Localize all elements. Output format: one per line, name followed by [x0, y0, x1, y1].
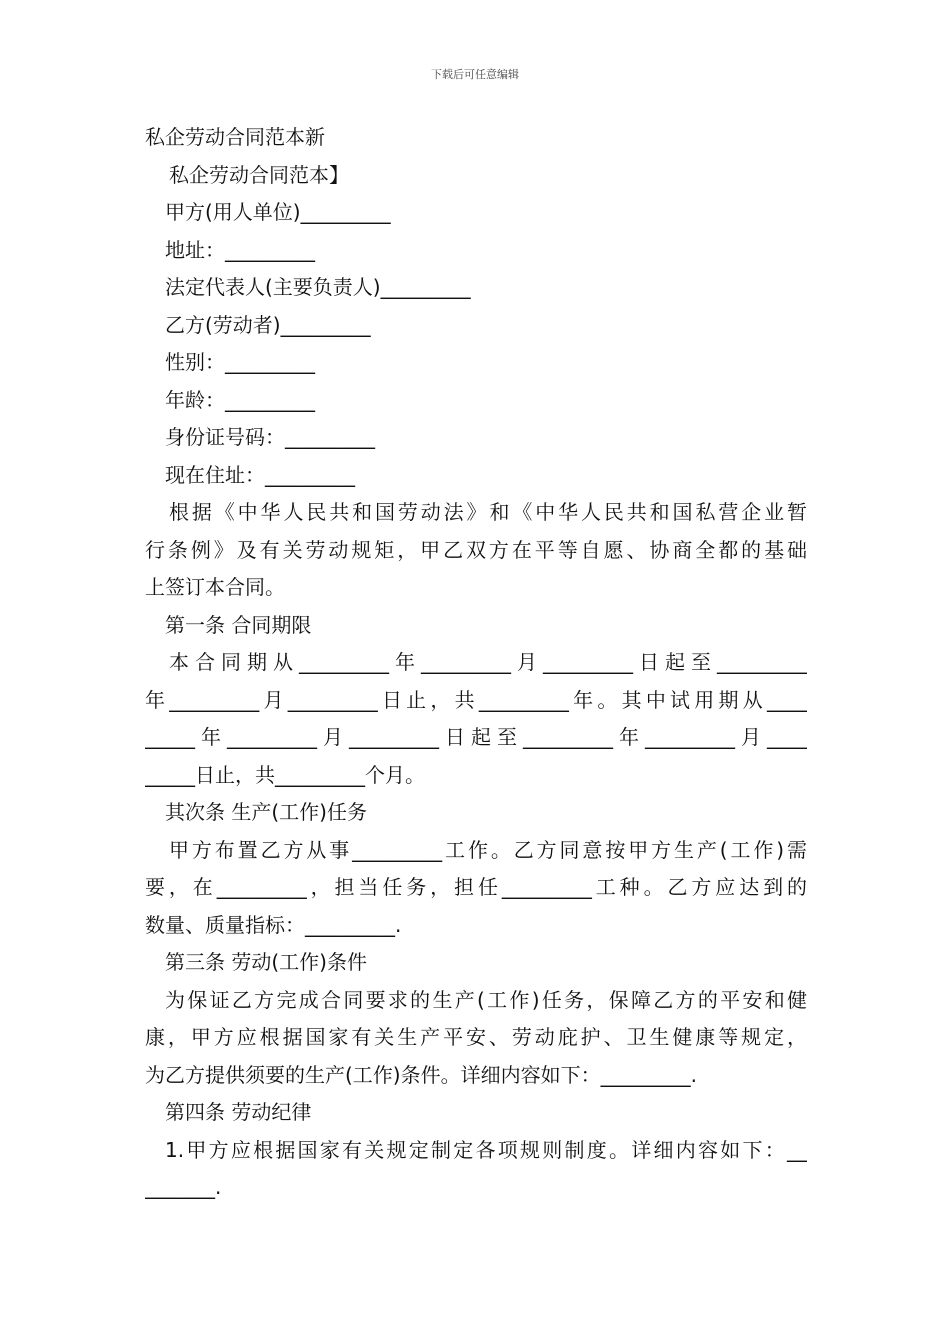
article-1-heading: 第一条 合同期限: [165, 612, 312, 637]
article-1-line: _____年_________月_________日起至_________年_________月____: [145, 725, 807, 749]
article-4-line: 1.甲方应根据国家有关规定制定各项规则制度。详细内容如下：__: [165, 1137, 807, 1162]
article-2-line: 数量、质量指标：_________.: [145, 912, 402, 937]
article-3-heading: 第三条 劳动(工作)条件: [165, 950, 367, 974]
preamble-line: 行条例》及有关劳动规矩，甲乙双方在平等自愿、协商全都的基础: [145, 537, 807, 562]
age-field: 年龄：_________: [165, 387, 315, 412]
legal-rep-field: 法定代表人(主要负责人)_________: [165, 275, 471, 299]
contract-body: [145, 119, 807, 1207]
document-subtitle: 私企劳动合同范本】: [169, 162, 349, 187]
current-address-field: 现在住址：_________: [165, 462, 355, 487]
id-number-field: 身份证号码：_________: [165, 425, 375, 449]
article-3-line: 康，甲方应根据国家有关生产平安、劳动庇护、卫生健康等规定，: [145, 1025, 807, 1049]
party-a-field: 甲方(用人单位)_________: [165, 200, 391, 224]
article-1-line: 年_________月_________日止，共_________年。其中试用期从____: [145, 687, 807, 712]
party-b-field: 乙方(劳动者)_________: [165, 312, 371, 337]
article-4-heading: 第四条 劳动纪律: [165, 1100, 312, 1124]
article-2-heading: 其次条 生产(工作)任务: [165, 800, 367, 824]
article-4-line: _______.: [145, 1175, 222, 1199]
article-3-line: 为乙方提供须要的生产(工作)条件。详细内容如下：_________.: [145, 1062, 697, 1087]
article-2-line: 甲方布置乙方从事_________工作。乙方同意按甲方生产(工作)需: [169, 837, 807, 862]
article-3-line: 为保证乙方完成合同要求的生产(工作)任务，保障乙方的平安和健: [165, 987, 807, 1012]
page-header-note: 下载后可任意编辑: [431, 68, 519, 81]
article-2-line: 要，在_________，担当任务，担任_________工种。乙方应达到的: [145, 875, 807, 899]
address-field: 地址：_________: [165, 237, 315, 262]
gender-field: 性别：_________: [165, 350, 315, 374]
document-title: 私企劳动合同范本新: [145, 125, 325, 149]
article-1-line: _____日止，共_________个月。: [145, 762, 425, 787]
preamble-line: 上签订本合同。: [145, 575, 285, 599]
preamble-line: 根据《中华人民共和国劳动法》和《中华人民共和国私营企业暂: [169, 500, 807, 524]
article-1-line: 本合同期从_________年_________月_________日起至_________: [169, 650, 807, 674]
